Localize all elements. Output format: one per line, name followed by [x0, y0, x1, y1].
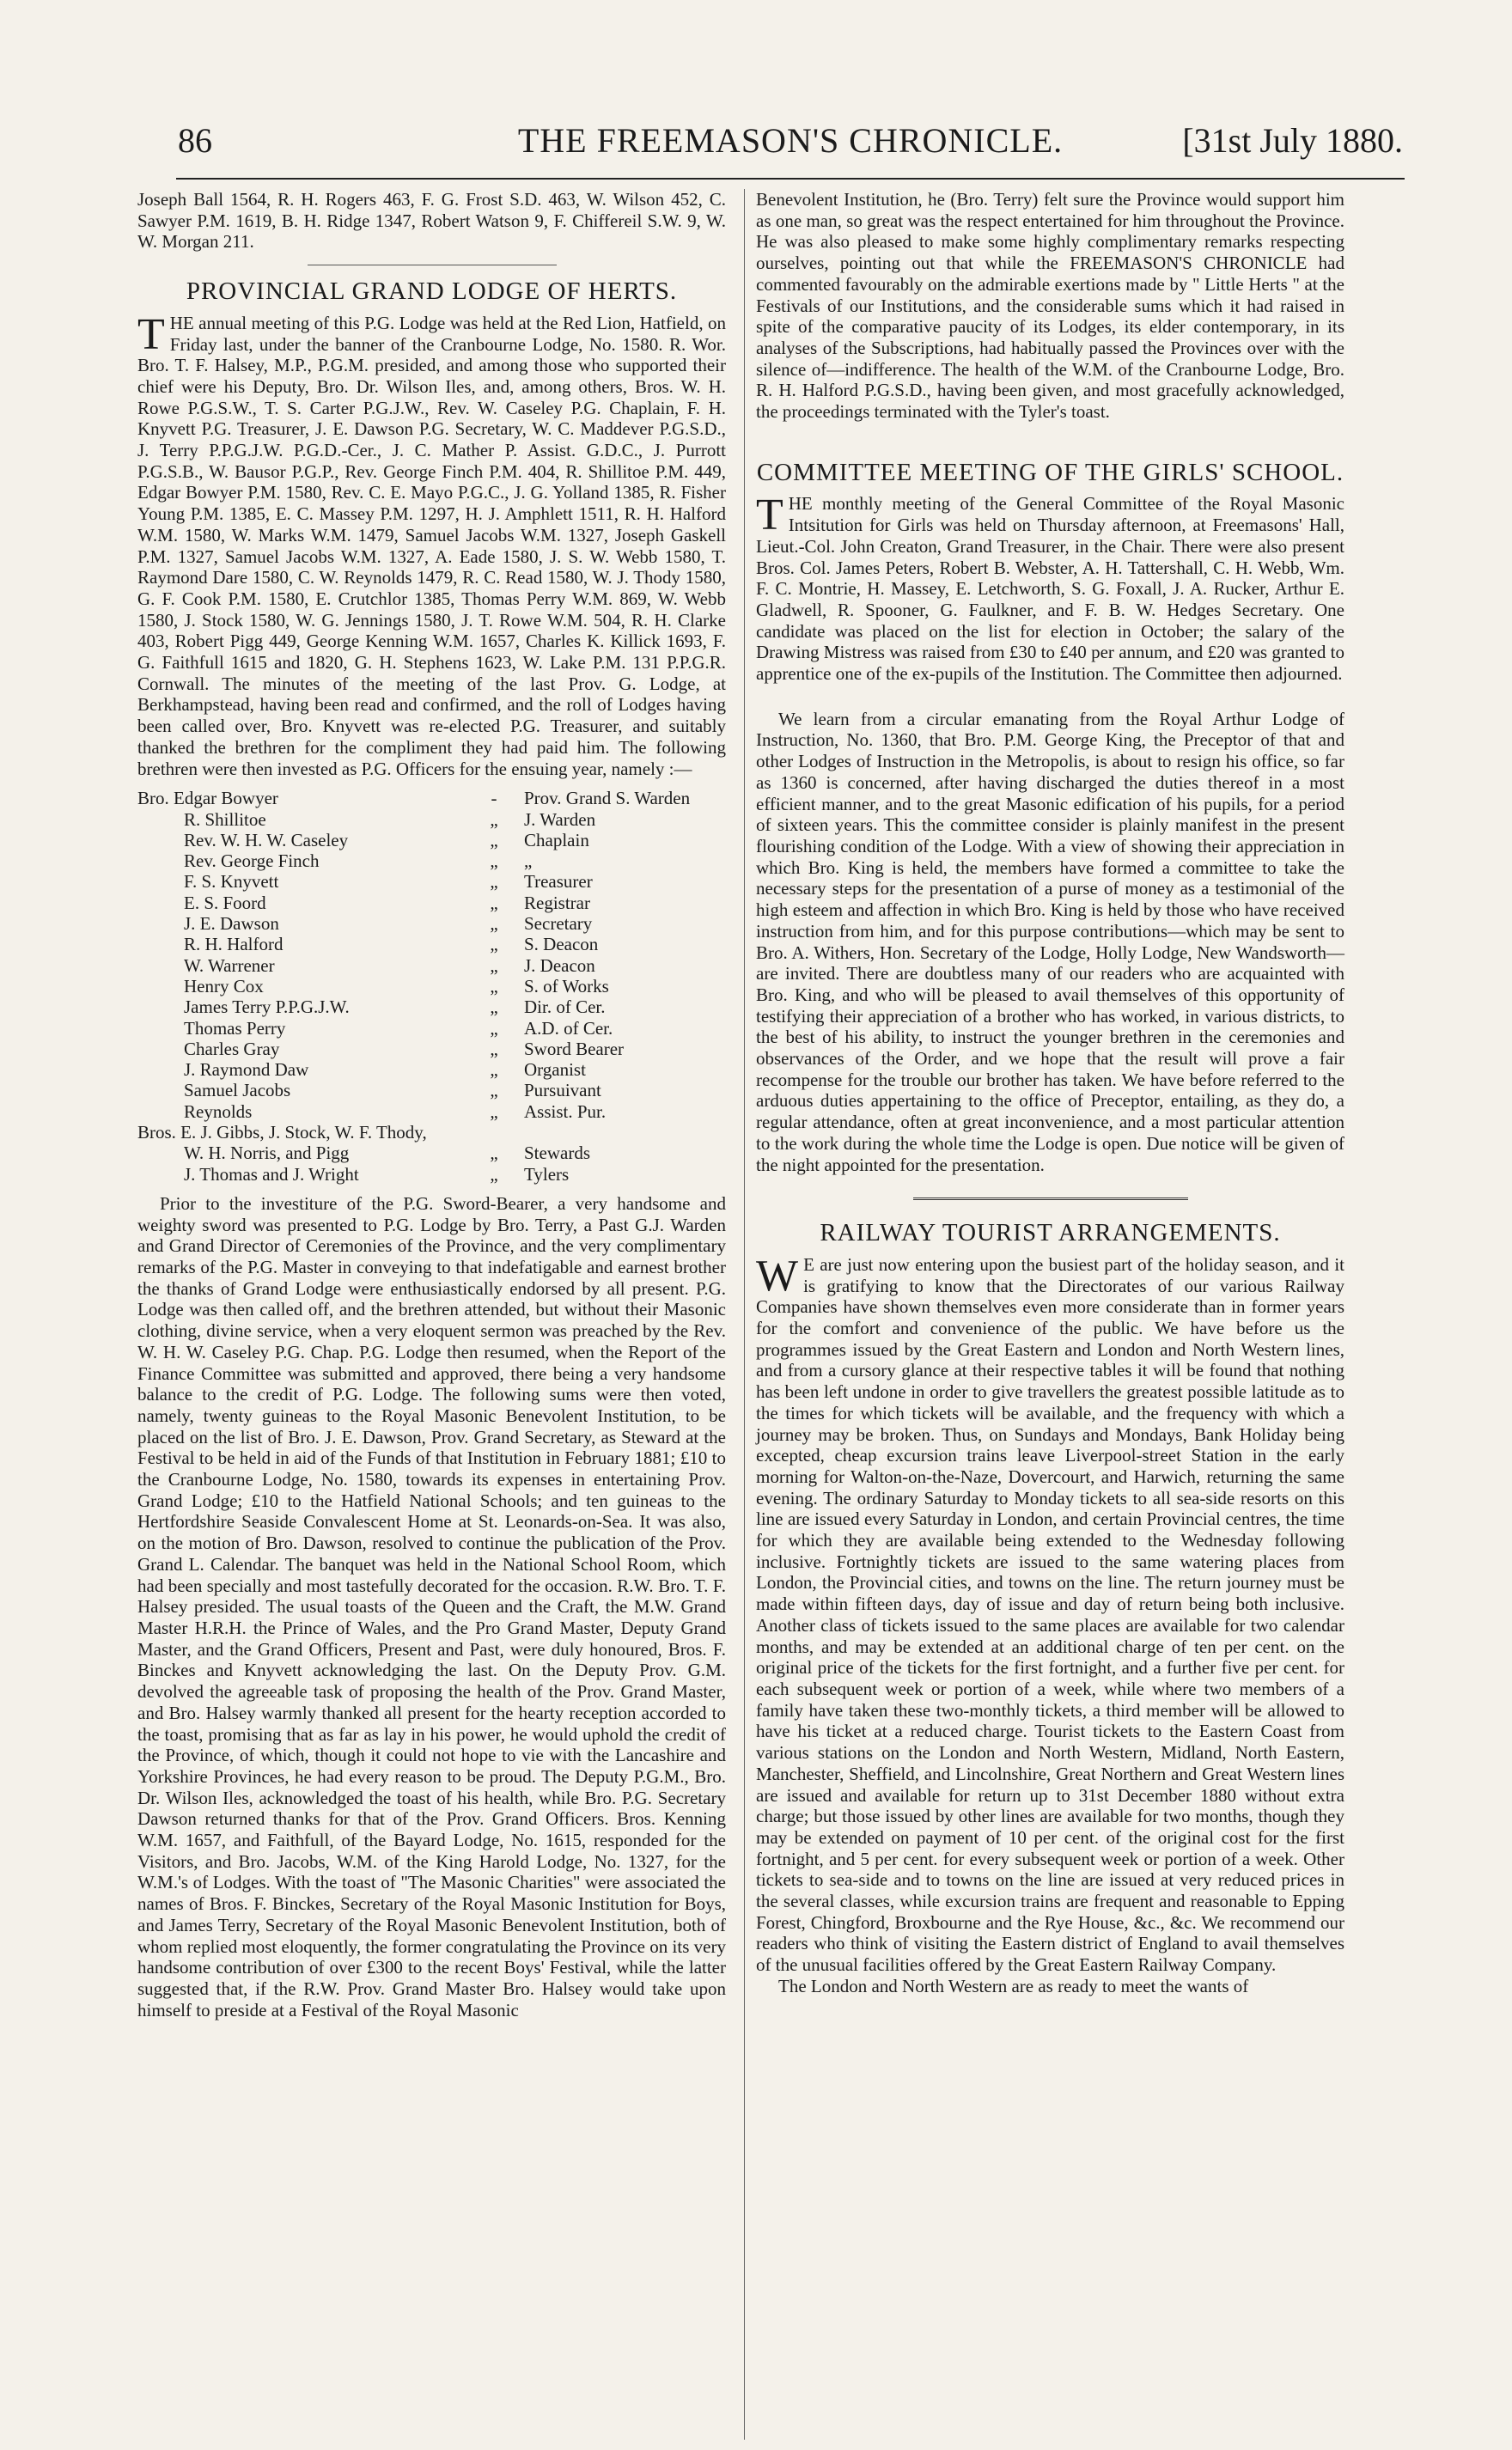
officer-row — [137, 788, 726, 808]
officer-ditto: „ — [490, 829, 498, 850]
officer-row — [137, 871, 726, 892]
officer-row — [137, 996, 726, 1017]
officer-name: Samuel Jacobs — [184, 1080, 291, 1101]
officer-office: Stewards — [524, 1143, 590, 1164]
officer-name: Henry Cox — [184, 975, 264, 996]
officer-office: Pursuivant — [524, 1080, 601, 1101]
officer-ditto: „ — [490, 1143, 498, 1164]
herts-paragraph-2: Prior to the investiture of the P.G. Sword-Bearer, a very handsome and weighty sword was presented to P.G. Lodge by Bro. Terry, a Past G.J. Warden and Grand Director of Ceremonies of the Province, and the very complimentary remarks of the P.G. Master in conveying to that indefatigable and earnest brother the thanks of Grand Lodge were enthusiastically endorsed by all present. P.G. Lodge was then called off, and the brethren attended, but without their Masonic clothing, divine service, when a very eloquent sermon was preached by the Rev. W. H. W. Caseley P.G. Chap. P.G. Lodge then resumed, when the Report of the Finance Committee was submitted and approved, there being a very handsome balance to the credit of P.G. Lodge. The following sums were then voted, namely, twenty guineas to the Royal Masonic Benevolent Institution, to be placed on the list of Bro. J. E. Dawson, Prov. Grand Secretary, as Steward at the Festival to be held in aid of the Funds of that Institution in February 1881; £10 to the Cranbourne Lodge, No. 1580, towards its expenses in entertaining Prov. Grand Lodge; £10 to the Hatfield National Schools; and ten guineas to the Hertfordshire Seaside Convalescent Home at St. Leonards-on-Sea. It was also, on the motion of Bro. Dawson, resolved to continue the publication of the Prov. Grand L. Calendar. The banquet was held in the National School Room, which had been specially and most tastefully decorated for the occasion. R.W. Bro. T. F. Halsey presided. The usual toasts of the Queen and the Craft, the M.W. Grand Master H.R.H. the Prince of Wales, and the Pro Grand Master, Deputy Grand Master, and the Grand Officers, Present and Past, were duly honoured, Bros. F. Binckes and Knyvett acknowledging the last. On the Deputy Prov. G.M. devolved the agreeable task of proposing the health of the Prov. Grand Master, and Bro. Halsey warmly thanked all present for the hearty reception accorded to the toast, promising that as far as lay in his power, he would uphold the credit of the Province, of which, though it could not hope to vie with the Lancashire and Yorkshire Provinces, he had every reason to be proud. The Deputy P.G.M., Bro. Dr. Wilson Iles, acknowledged the toast of his health, while Bro. P.G. Secretary Dawson returned thanks for that of the Prov. Grand Officers. Bros. Kenning W.M. 1657, and Faithfull, of the Bayard Lodge, No. 1615, responded for the Visitors, and Bro. Jacobs, W.M. of the King Harold Lodge, No. 1327, for the W.M.'s of Lodges. With the toast of "The Masonic Charities" were associated the names of Bros. F. Binckes, Secretary of the Royal Masonic Institution for Boys, and James Terry, Secretary of the Royal Masonic Benevolent Institution, both of whom replied most eloquently, the former congratulating the Province on its very handsome contribution of over £300 to the recent Boys' Festival, while the latter suggested that, if the R.W. Prov. Grand Master Bro. Halsey would take upon himself to preside at a Festival of the Royal Masonic — [137, 1192, 726, 2020]
officer-office: Secretary — [524, 913, 593, 935]
girls-school-heading: COMMITTEE MEETING OF THE GIRLS' SCHOOL. — [756, 458, 1344, 486]
officer-office: Tylers — [524, 1163, 570, 1185]
officer-name: Charles Gray — [184, 1038, 280, 1059]
railway-paragraph-1-text: E are just now entering upon the busiest part of the holiday season, and it is gratifying to know that the Directorates of our various Railway Companies have shown themselves even more considerate than in former years for the comfort and convenience of the public. We have before us the programmes issued by the Great Eastern and London and North Western lines, and from a cursory glance at their respective tables it will be found that nothing has been left undone in order to give travellers the greatest possible latitude as to the times for which tickets will be available, and the frequency with which a journey may be broken. Thus, on Sundays and Mondays, Bank Holiday being excepted, cheap excursion trains leave Liverpool-street Station in the early morning for Walton-on-the-Naze, Dovercourt, and Harwich, returning the same evening. The ordinary Saturday to Monday tickets to all sea-side resorts on this line are issued every Saturday in London, and certain Provincial centres, the time for which they are available being extended to the Wednesday following inclusive. Fortnightly tickets are issued to the same watering places from London, the Provincial cities, and towns on the line. The return journey must be made within fifteen days, day of issue and day of return being both inclusive. Another class of tickets issued to the same places are available for two calendar months, and may be extended at an additional charge of ten per cent. on the original price of the tickets for the first fortnight, and a further five per cent. for each subsequent week or portion of a week, while where two members of a family have taken these two-monthly tickets, a third member will be allowed to have his ticket at a reduced charge. Tourist tickets to the Eastern Coast from various stations on the London and North Western, Midland, North Eastern, Manchester, Sheffield, and Lincolnshire, Great Northern and Great Western lines are issued and available for return up to 31st December 1880 without extra charge; but those issued by other lines are available for two months, though they may be extended on payment of 10 per cent. of the original cost for the first fortnight, and 5 per cent. for every subsequent week or portion of a week. Other tickets to sea-side and to towns on the line are issued at very reduced prices in the several classes, while excursion trains are frequent and reasonable to Epping Forest, Chingford, Broxbourne and the Rye House, &c., &c. We recommend our readers who think of visiting the Eastern district of England to avail themselves of the unusual facilities offered by the Great Eastern Railway Company. — [756, 1253, 1344, 1976]
column-divider — [744, 189, 745, 2440]
officer-name: James Terry P.P.G.J.W. — [184, 996, 350, 1018]
officer-ditto: „ — [490, 850, 498, 872]
herts-dropcap: T — [137, 309, 165, 359]
officer-ditto: „ — [490, 1100, 498, 1122]
officer-name: J. Thomas and J. Wright — [184, 1163, 359, 1185]
officer-name: E. S. Foord — [184, 892, 266, 913]
officer-name: Reynolds — [184, 1100, 253, 1122]
officer-row — [137, 850, 726, 871]
masthead-rule — [176, 178, 1405, 180]
intro-paragraph: Joseph Ball 1564, R. H. Rogers 463, F. G. Frost S.D. 463, W. Wilson 452, C. Sawyer P.M. 1619, B. H. Ridge 1347, Robert Watson 9, F. Chiffereil S.W. 9, W. W. Morgan 211. — [137, 189, 726, 253]
officer-name: J. E. Dawson — [184, 913, 279, 935]
officer-name: Thomas Perry — [184, 1017, 286, 1039]
officer-row — [137, 1080, 726, 1100]
officer-row — [137, 1122, 726, 1143]
girls-dropcap: T — [756, 491, 783, 540]
king-paragraph: We learn from a circular emanating from the Royal Arthur Lodge of Instruction, No. 1360, that Bro. P.M. George King, the Preceptor of that and other Lodges of Instruction in the Metropolis, is about to resign his office, so far as 1360 is concerned, after having discharged the duties thereof in a most efficient manner, and to the great Masonic edification of his pupils, for a period of sixteen years. This the committee consider is plainly manifest in the present flourishing condition of the Lodge. With a view of showing their appreciation in which Bro. King is held, the members have formed a committee to take the necessary steps for the presentation of a purse of money as a testimonial of the high esteem and affection in which Bro. King is held by those who have received instruction from him, and for this purpose contributions—which may be sent to Bro. A. Withers, Hon. Secretary of the Lodge, Holly Lodge, New Wandsworth—are invited. There are doubtless many of our readers who are acquainted with Bro. King, and who will be pleased to avail themselves of this opportunity of testifying their appreciation of a brother who has worked, in various districts, to the best of his ability, to instruct the younger brethren in the ceremonies and observances of the Order, and we hope that the result will prove a fair recompense for the trouble our brother has taken. We have before referred to the arduous duties appertaining to the office of Preceptor, entailing, as they do, a regular attendance, often at great inconvenience, and a most particular attention to the work during the whole time the Lodge is open. Due notice will be given of the night appointed for the presentation. — [756, 708, 1344, 1175]
officer-office: Dir. of Cer. — [524, 996, 606, 1018]
officer-office: Chaplain — [524, 829, 589, 850]
officer-ditto: „ — [490, 871, 498, 893]
officer-ditto: „ — [490, 996, 498, 1018]
spacer — [756, 685, 1344, 709]
railway-paragraph-2: The London and North Western are as ready to meet the wants of — [778, 1975, 1249, 1996]
officer-name: Bro. Edgar Bowyer — [137, 788, 278, 809]
officer-row — [137, 830, 726, 850]
officer-row — [137, 1018, 726, 1039]
officer-ditto: „ — [490, 975, 498, 996]
officer-name: Rev. W. H. W. Caseley — [184, 829, 349, 850]
officer-row — [137, 1143, 726, 1163]
officer-office: „ — [524, 850, 533, 872]
officer-office: S. Deacon — [524, 934, 599, 955]
officer-name: Rev. George Finch — [184, 850, 320, 872]
officer-row — [137, 955, 726, 976]
officer-office: S. of Works — [524, 975, 609, 996]
officer-name: Bros. E. J. Gibbs, J. Stock, W. F. Thody, — [137, 1122, 427, 1143]
officer-name: W. Warrener — [184, 954, 275, 976]
officer-row — [137, 809, 726, 830]
officer-office: J. Deacon — [524, 954, 595, 976]
officer-office: Sword Bearer — [524, 1038, 625, 1059]
issue-date: [31st July 1880. — [1182, 121, 1403, 160]
officer-ditto: - — [491, 788, 497, 809]
officer-ditto: „ — [490, 1038, 498, 1059]
officer-ditto: „ — [490, 1080, 498, 1101]
officer-name: W. H. Norris, and Pigg — [184, 1143, 350, 1164]
officer-office: Registrar — [524, 892, 590, 913]
officer-ditto: „ — [490, 1017, 498, 1039]
officer-name: F. S. Knyvett — [184, 871, 279, 893]
officer-row — [137, 893, 726, 913]
officer-office: Prov. Grand S. Warden — [524, 788, 691, 809]
spacer — [756, 423, 1344, 447]
officer-ditto: „ — [490, 934, 498, 955]
girls-school-paragraph — [756, 493, 1344, 684]
officer-row — [137, 934, 726, 954]
officer-row — [137, 913, 726, 934]
officer-row — [137, 1039, 726, 1059]
publication-title: THE FREEMASON'S CHRONICLE. — [517, 121, 1064, 160]
officer-ditto: „ — [490, 954, 498, 976]
masthead — [176, 117, 1405, 168]
railway-heading: RAILWAY TOURIST ARRANGEMENTS. — [820, 1219, 1281, 1247]
right-column — [756, 189, 1344, 1997]
officer-row — [137, 1059, 726, 1080]
officer-ditto: „ — [490, 892, 498, 913]
herts-heading: PROVINCIAL GRAND LODGE OF HERTS. — [186, 277, 678, 306]
officer-row — [137, 1164, 726, 1185]
officer-office: Treasurer — [524, 871, 593, 893]
officer-ditto: „ — [490, 808, 498, 830]
officer-name: J. Raymond Daw — [184, 1059, 309, 1081]
officer-office: Assist. Pur. — [524, 1100, 607, 1122]
page-number: 86 — [178, 121, 212, 160]
railway-paragraph-1 — [756, 1251, 1344, 1976]
herts-paragraph-1-text: HE annual meeting of this P.G. Lodge was held at the Red Lion, Hatfield, on Friday last, under the banner of the Cranbourne Lodge, No. 1580. R. Wor. Bro. T. F. Halsey, M.P., P.G.M. presided, and among those who supported their chief were his Deputy, Bro. Dr. Wilson Iles, and, among others, Bros. W. H. Rowe P.G.S.W., T. S. Carter P.G.J.W., Rev. W. Caseley P.G. Chaplain, F. H. Knyvett P.G. Treasurer, J. E. Dawson P.G. Secretary, W. C. Maddever P.G.S.D., J. Terry P.P.G.J.W. P.G.D.-Cer., J. C. Mather P. Assist. G.D.C., J. Purrott P.G.S.B., W. Bausor P.G.P., Rev. George Finch P.M. 404, R. Shillitoe P.M. 449, Edgar Bowyer P.M. 1580, Rev. C. E. Mayo P.G.C., J. G. Yolland 1385, R. Fisher Young P.M. 1385, E. C. Massey P.M. 1297, H. J. Amphlett 1511, R. H. Halford W.M. 1580, W. Marks W.M. 1479, Samuel Jacobs W.M. 1327, Joseph Gaskell P.M. 1327, Samuel Jacobs W.M. 1327, A. Eade 1580, J. S. W. Webb 1580, T. Raymond Dare 1580, C. W. Reynolds 1479, R. C. Read 1580, W. J. Thody 1580, G. F. Cook P.M. 1580, E. Crutchlor 1385, Thomas Perry W.M. 869, W. Webb 1580, J. Stock 1580, W. G. Jennings 1580, J. T. Rowe W.M. 504, R. H. Clarke 403, Robert Pigg 449, George Kenning W.M. 1657, Charles K. Killick 1693, F. G. Faithfull 1615 and 1820, G. H. Stephens 1623, W. Lake P.M. 131 P.P.G.R. Cornwall. The minutes of the meeting of the last Prov. G. Lodge, at Berkhampstead, having been read and confirmed, and the roll of Lodges having been called over, Bro. Knyvett was re-elected P.G. Treasurer, and suitably thanked the brethren for the compliment they had paid him. The following brethren were then invested as P.G. Officers for the ensuing year, namely :— — [137, 312, 726, 779]
officer-row — [137, 1101, 726, 1122]
officer-ditto: „ — [490, 1059, 498, 1081]
officer-office: J. Warden — [524, 808, 596, 830]
railway-dropcap: W — [756, 1251, 799, 1301]
left-column — [137, 189, 726, 2020]
officer-name: R. Shillitoe — [184, 808, 266, 830]
officer-name: R. H. Halford — [184, 934, 284, 955]
officer-office — [524, 1122, 726, 1143]
officer-ditto: „ — [490, 913, 498, 935]
continued-paragraph: Benevolent Institution, he (Bro. Terry) felt sure the Province would support him as one man, so great was the respect entertained for him throughout the Province. He was also pleased to make some highly complimentary remarks respecting ourselves, pointing out that while the FREEMASON'S CHRONICLE had commented favourably on the admirable exertions made by " Little Herts " at the Festivals of our Institutions, and the considerable sums which it had raised in spite of the comparative paucity of its Lodges, its elder contemporary, in its analyses of the Subscriptions, had habitually passed the Provinces over with the silence of—indifference. The health of the W.M. of the Cranbourne Lodge, Bro. R. H. Halford P.G.S.D., having been given, and most gracefully acknowledged, the proceedings terminated with the Tyler's toast. — [756, 189, 1344, 423]
girls-school-text: HE monthly meeting of the General Committee of the Royal Masonic Intsitution for Girls was held on Thursday afternoon, at Freemasons' Hall, Lieut.-Col. John Creaton, Grand Treasurer, in the Chair. There were also present Bros. Col. James Peters, Robert B. Webster, A. H. Tattershall, C. H. Webb, Wm. F. C. Montrie, H. Massey, E. Letchworth, S. G. Foxall, J. A. Rucker, Arthur E. Gladwell, R. Spooner, G. Faulkner, and F. B. W. Hedges Secretary. One candidate was placed on the list for election in October; the salary of the Drawing Mistress was raised from £30 to £40 per annum, and £20 was granted to apprentice one of the ex-pupils of the Institution. The Committee then adjourned. — [756, 493, 1344, 685]
herts-paragraph-1 — [137, 309, 726, 779]
officer-office: A.D. of Cer. — [524, 1017, 613, 1039]
officer-ditto: „ — [490, 1163, 498, 1185]
officer-row — [137, 976, 726, 996]
officer-ditto — [464, 1122, 524, 1143]
officers-list — [137, 788, 726, 1185]
section-rule — [913, 1198, 1188, 1200]
officer-office: Organist — [524, 1059, 586, 1081]
